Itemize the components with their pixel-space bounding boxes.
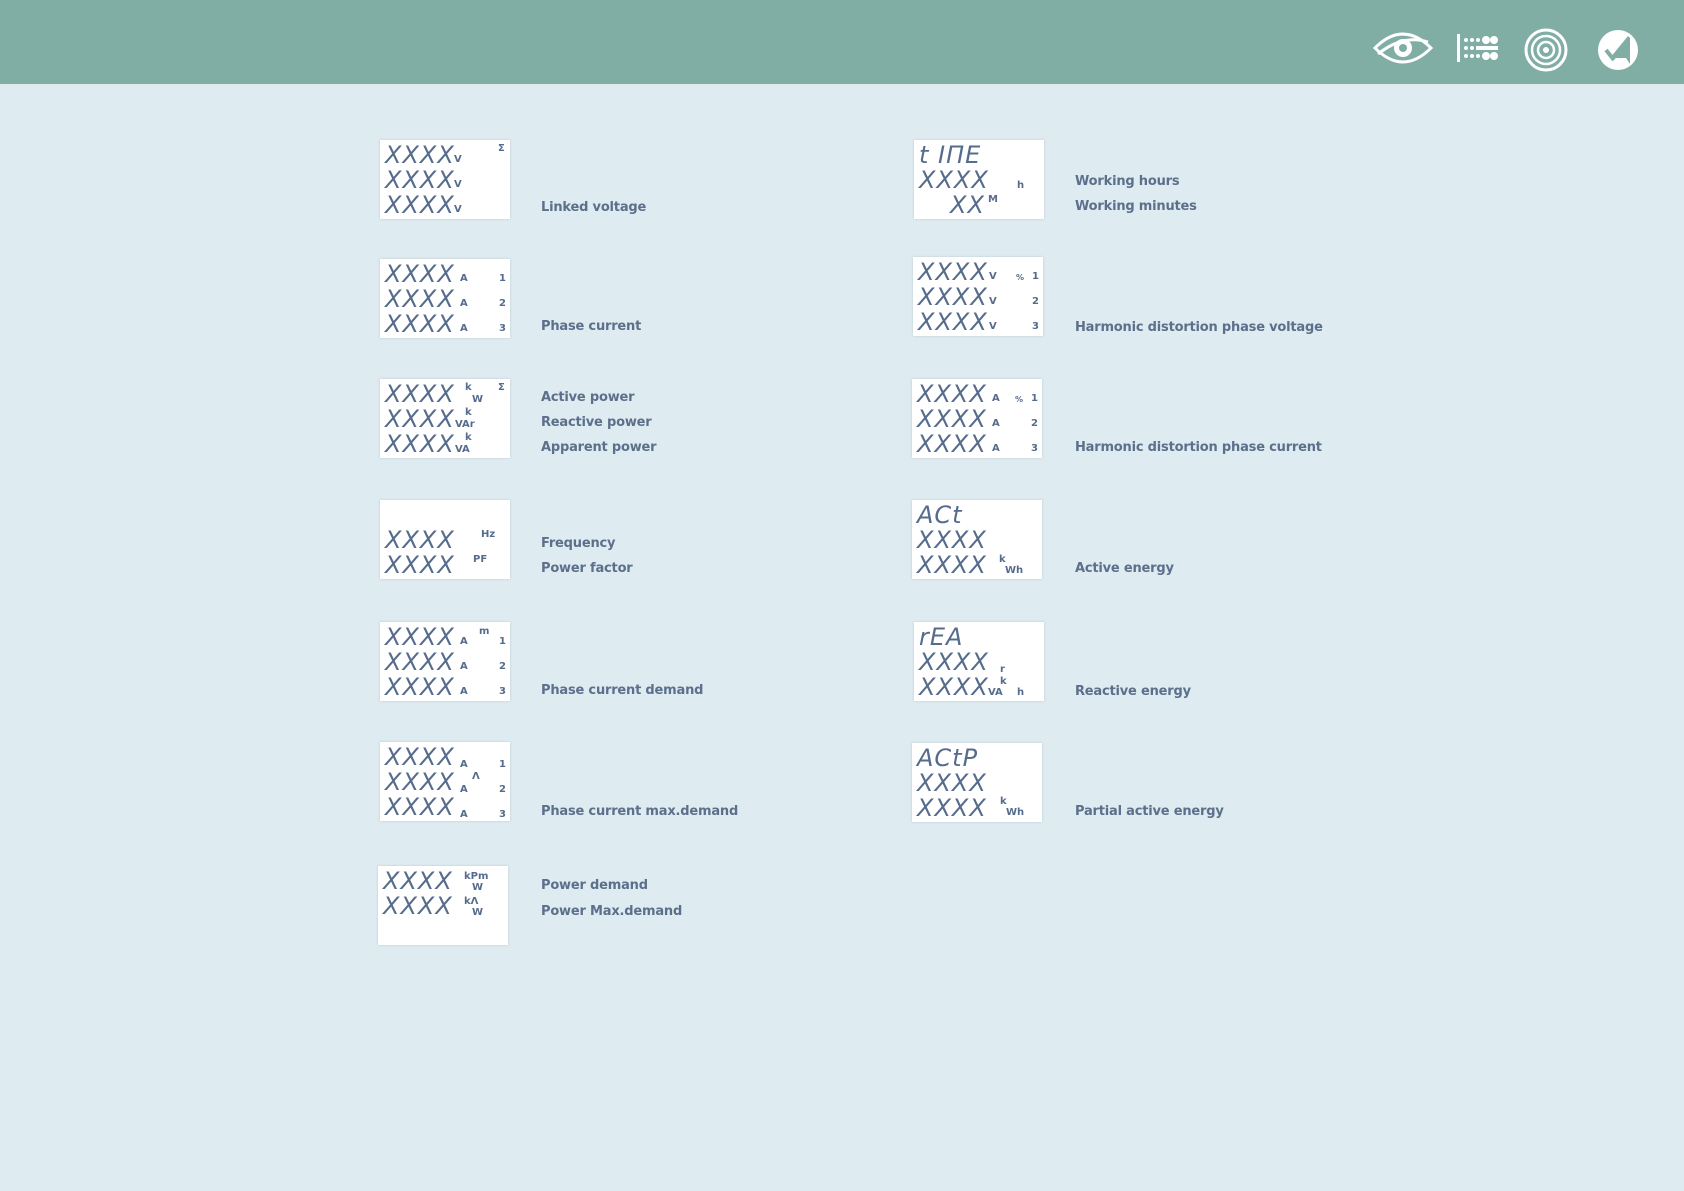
unit-prefix: k [1000,796,1007,807]
unit-label: A [460,686,468,697]
phase-number: 1 [1031,393,1038,404]
phase-number: 1 [499,273,506,284]
unit-label: Wh [1006,807,1025,818]
max-mark: Λ [472,771,480,782]
lcd-digits: XX [950,191,985,219]
unit-label: W [472,907,484,918]
unit-label: PF [473,554,488,565]
lcd-digits: XXXX [919,673,989,701]
label-phase-current-max-demand: Phase current max.demand [541,804,739,819]
unit-label: A [460,273,468,284]
unit-label: VA [455,444,470,455]
label-power-demand: Power demand [541,878,648,893]
lcd-digits: XXXX [385,551,455,579]
unit-label: W [472,394,484,405]
lcd-phase-current-demand [380,622,510,701]
check-icon[interactable] [1596,28,1640,72]
lcd-reactive-energy [914,622,1044,701]
sigma-symbol: Σ [498,143,505,154]
label-active-energy: Active energy [1075,561,1174,576]
label-reactive-energy: Reactive energy [1075,684,1191,699]
sigma-symbol: Σ [498,382,505,393]
lcd-digits: XXXX [385,141,455,169]
unit-label: Hz [481,529,496,540]
unit-prefix: k [999,554,1006,565]
lcd-digits: XXXX [917,526,987,554]
lcd-digits: XXXX [385,648,455,676]
lcd-phase-current-max-demand [380,742,510,821]
percent-mark: % [1016,273,1025,282]
unit-label: A [992,393,1000,404]
unit-prefix: k [465,432,472,443]
lcd-digits: XXXX [383,892,453,920]
lcd-digits: XXXX [385,166,455,194]
phase-number: 1 [499,759,506,770]
lcd-digits: XXXX [385,623,455,651]
label-working-minutes: Working minutes [1075,199,1197,214]
unit-label: V [989,271,997,282]
label-power-factor: Power factor [541,561,633,576]
lcd-digits: XXXX [385,191,455,219]
lcd-digits: ACtP [917,744,979,772]
lcd-digits: t IΠE [919,141,982,169]
phase-number: 2 [1032,296,1039,307]
unit-label: M [988,194,998,205]
phase-number: 1 [1032,271,1039,282]
unit-label: V [454,154,462,165]
lcd-phase-current [380,259,510,338]
unit-prefix: k [465,382,472,393]
lcd-linked-voltage [380,140,510,219]
label-active-power: Active power [541,390,635,405]
unit-prefix: k [465,407,472,418]
lcd-digits: XXXX [918,258,988,286]
lcd-digits: ACt [917,501,963,529]
lcd-powers [380,379,510,458]
unit-label: h [1017,180,1025,191]
unit-label: V [454,179,462,190]
eye-icon[interactable] [1372,26,1434,70]
unit-label: A [460,759,468,770]
demand-mark: m [479,626,490,637]
header-bar [0,0,1684,84]
unit-label: VA [988,687,1003,698]
unit-label: A [992,418,1000,429]
connection-icon[interactable] [1456,32,1500,64]
lcd-power-demand [378,866,508,945]
target-icon[interactable] [1524,28,1568,72]
phase-number: 2 [499,298,506,309]
label-linked-voltage: Linked voltage [541,200,647,215]
label-power-max-demand: Power Max.demand [541,904,683,919]
lcd-digits: XXXX [385,260,455,288]
lcd-digits: XXXX [385,768,455,796]
lcd-digits: rEA [919,623,964,651]
lcd-digits: XXXX [385,526,455,554]
phase-number: 1 [499,636,506,647]
lcd-harmonic-current [912,379,1042,458]
unit-label: A [460,809,468,820]
phase-number: 2 [499,661,506,672]
unit-prefix: r [1000,664,1005,675]
phase-number: 2 [1031,418,1038,429]
lcd-active-energy [912,500,1042,579]
label-apparent-power: Apparent power [541,440,657,455]
lcd-digits: XXXX [383,867,453,895]
phase-number: 3 [1031,443,1038,454]
phase-number: 2 [499,784,506,795]
unit-label: A [460,784,468,795]
percent-mark: % [1015,395,1024,404]
lcd-digits: XXXX [385,380,455,408]
unit-label: V [454,204,462,215]
label-phase-current-demand: Phase current demand [541,683,704,698]
lcd-digits: XXXX [917,769,987,797]
lcd-digits: XXXX [385,673,455,701]
lcd-digits: XXXX [385,310,455,338]
lcd-digits: XXXX [917,551,987,579]
lcd-digits: XXXX [919,648,989,676]
phase-number: 3 [1032,321,1039,332]
unit-label: A [460,298,468,309]
label-frequency: Frequency [541,536,616,551]
lcd-digits: XXXX [385,285,455,313]
unit-prefix: kΛ [464,896,479,907]
unit-label: W [472,882,484,893]
label-phase-current: Phase current [541,319,642,334]
lcd-digits: XXXX [917,430,987,458]
lcd-digits: XXXX [917,405,987,433]
label-harmonic-current: Harmonic distortion phase current [1075,440,1322,455]
unit-label: A [992,443,1000,454]
lcd-digits: XXXX [385,430,455,458]
unit-label: A [460,636,468,647]
lcd-digits: XXXX [918,308,988,336]
lcd-digits: XXXX [385,793,455,821]
label-harmonic-voltage: Harmonic distortion phase voltage [1075,320,1323,335]
label-partial-active-energy: Partial active energy [1075,804,1224,819]
unit-label: h [1017,687,1025,698]
lcd-digits: XXXX [919,166,989,194]
lcd-digits: XXXX [918,283,988,311]
unit-prefix: kPm [464,871,489,882]
unit-label: V [989,296,997,307]
unit-label: A [460,323,468,334]
unit-label: A [460,661,468,672]
lcd-digits: XXXX [385,405,455,433]
lcd-partial-active-energy [912,743,1042,822]
lcd-digits: XXXX [917,794,987,822]
lcd-working-time [914,140,1044,219]
phase-number: 3 [499,686,506,697]
lcd-digits: XXXX [917,380,987,408]
unit-label: Wh [1005,565,1024,576]
unit-label: V [989,321,997,332]
unit-prefix: k [1000,676,1007,687]
label-reactive-power: Reactive power [541,415,652,430]
lcd-harmonic-voltage [913,257,1043,336]
lcd-digits: XXXX [385,743,455,771]
phase-number: 3 [499,323,506,334]
label-working-hours: Working hours [1075,174,1180,189]
unit-label: VAr [455,419,475,430]
lcd-frequency [380,500,510,579]
phase-number: 3 [499,809,506,820]
